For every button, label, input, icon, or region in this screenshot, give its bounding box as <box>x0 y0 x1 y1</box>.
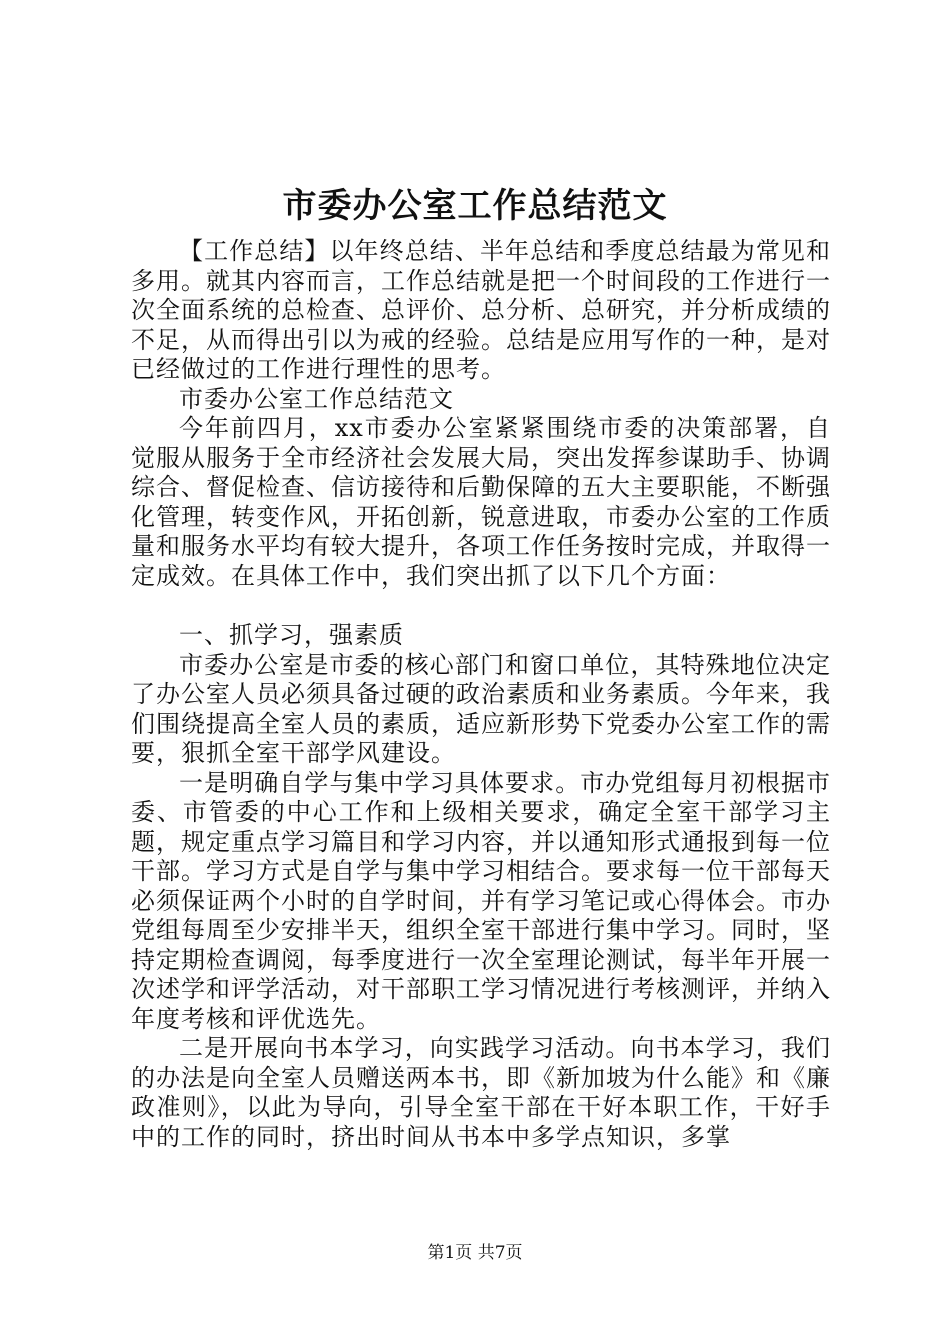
subtitle-paragraph: 市委办公室工作总结范文 <box>179 384 454 413</box>
paragraph-gap <box>131 591 831 621</box>
document-body <box>131 237 831 1152</box>
section-intro-paragraph: 市委办公室是市委的核心部门和窗口单位，其特殊地位决定了办公室人员必须具备过硬的政治素质和业务素质。今年来，我们围绕提高全室人员的素质，适应新形势下党委办公室工作的需要，狠抓全室干部学风建设。 <box>131 650 831 767</box>
point-two-paragraph: 二是开展向书本学习，向实践学习活动。向书本学习，我们的办法是向全室人员赠送两本书，即《新加坡为什么能》和《廉政准则》，以此为导向，引导全室干部在干好本职工作，干好手中的工作的同时，挤出时间从书本中多学点知识，多掌 <box>131 1034 831 1151</box>
point-one-paragraph: 一是明确自学与集中学习具体要求。市办党组每月初根据市委、市管委的中心工作和上级相关要求，确定全室干部学习主题，规定重点学习篇目和学习内容，并以通知形式通报到每一位干部。学习方式是自学与集中学习相结合。要求每一位干部每天必须保证两个小时的自学时间，并有学习笔记或心得体会。市办党组每周至少安排半天，组织全室干部进行集中学习。同时，坚持定期检查调阅，每季度进行一次全室理论测试，每半年开展一次述学和评学活动，对干部职工学习情况进行考核测评，并纳入年度考核和评优选先。 <box>131 768 831 1033</box>
page-footer: 第1页 共7页 <box>427 1243 523 1263</box>
document-title: 市委办公室工作总结范文 <box>282 186 668 226</box>
section-heading: 一、抓学习，强素质 <box>179 621 404 649</box>
overview-paragraph: 今年前四月，xx市委办公室紧紧围绕市委的决策部署，自觉服从服务于全市经济社会发展大局，突出发挥参谋助手、协调综合、督促检查、信访接待和后勤保障的五大主要职能，不断强化管理，转变作风，开拓创新，锐意进取，市委办公室的工作质量和服务水平均有较大提升，各项工作任务按时完成，并取得一定成效。在具体工作中，我们突出抓了以下几个方面： <box>131 414 831 590</box>
intro-paragraph: 【工作总结】以年终总结、半年总结和季度总结最为常见和多用。就其内容而言，工作总结就是把一个时间段的工作进行一次全面系统的总检查、总评价、总分析、总研究，并分析成绩的不足，从而得出引以为戒的经验。总结是应用写作的一种，是对已经做过的工作进行理性的思考。 <box>131 237 831 383</box>
